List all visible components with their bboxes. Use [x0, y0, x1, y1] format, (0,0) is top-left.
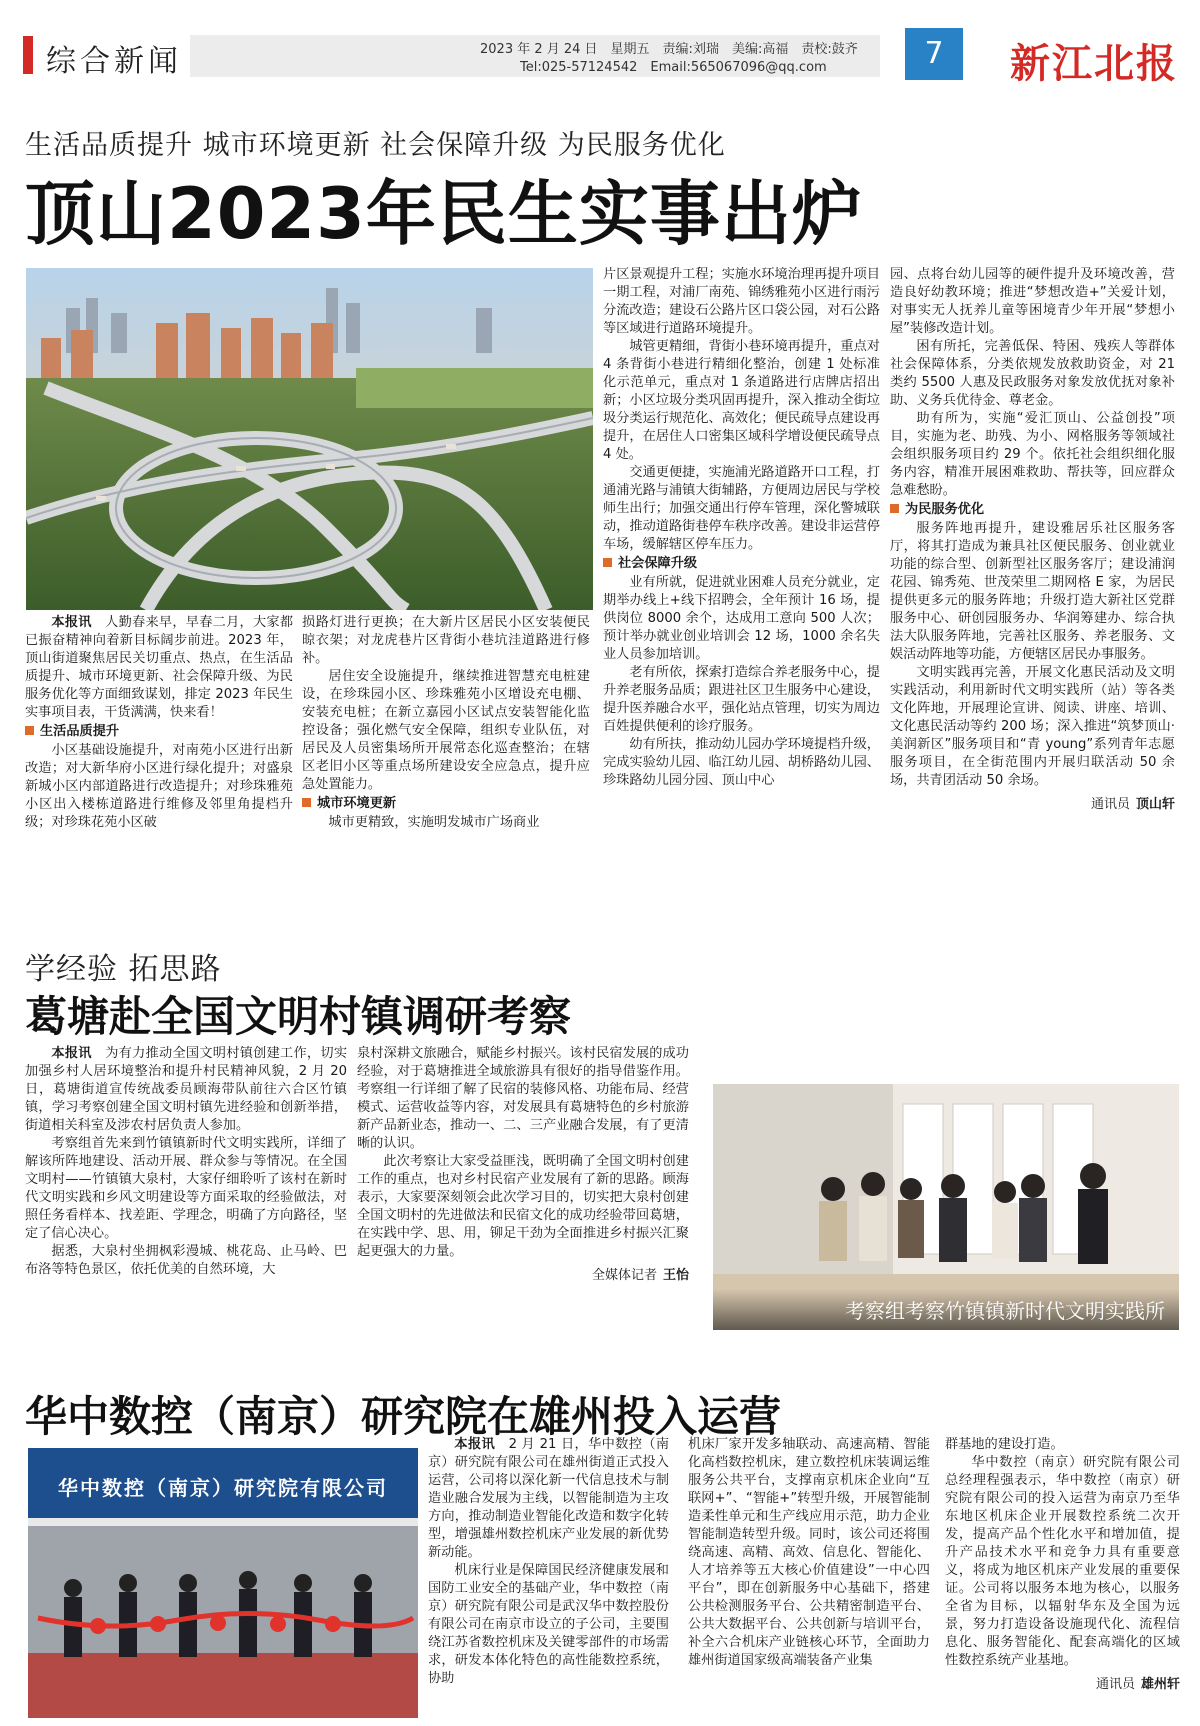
- square-bullet-icon: [603, 558, 612, 567]
- paragraph: 机床厂家开发多轴联动、高速高精、智能化高档数控机床，建立数控机床装调运维服务公共平台，支撑南京机床企业向“互联网+”、“智能+”转型升级，开展智能制造柔性单元和生产线应用示范，助力企业智能制造转型升级。同时，该公司还将围绕高速、高精、高效、信息化、智能化、人才培养等五大核心价值建设”一中心四平台”，即在创新服务中心基础下，搭建公共检测服务平台、公共精密制造平台、公共大数据平台、公共创新与培训平台，补全六合机床产业链核心环节，全面助力雄州街道国家级高端装备产业集: [688, 1437, 930, 1668]
- paragraph: 城市更精致，实施明发城市广场商业: [328, 815, 540, 830]
- paragraph: 城管更精细，背街小巷环境再提升，重点对 4 条背街小巷进行精细化整治，创建 1 处标准化示范单元，重点对 1 条道路进行店牌店招出新；小区垃圾分类巩固再提升，深入推动全街垃圾分类运行规范化、高效化；便民疏导点建设再提升，在居住人口密集区域科学增设便民疏导点 4 处。: [603, 339, 880, 462]
- paragraph: 文明实践再完善，开展文化惠民活动及文明实践活动，利用新时代文明实践所（站）等各类文化阵地，开展理论宣讲、阅读、讲座、培训、文化惠民活动等约 200 场；深入推进“筑梦顶山·美润新区”服务项目和“青 young”系列青年志愿服务项目，在全街范围内开展归联活动 50 余场，共青团活动 50 余场。: [890, 665, 1175, 788]
- contact-line: Tel:025-57124542 Email:565067096@qq.com: [520, 60, 827, 75]
- article1-photo-interchange: [26, 268, 593, 610]
- article3-column-1: 本报讯 2 月 21 日，华中数控（南京）研究院有限公司在雄州街道正式投入运营，公司将以深化新一代信息技术与制造业融合发展为主线，以智能制造为主攻方向，推动制造业智能化改造和数字化转型，增强雄州数控机床产业发展的新优势新动能。 机床行业是保障国民经济健康发展和国防工业安全的基础产业，华中数控（南京）研究院有限公司是武汉华中数控股份有限公司在南京市设立的子公司，主要围绕江苏省数控机床及关键零部件的市场需求，研发本体化特色的高性能数控系统，协助: [428, 1437, 670, 1686]
- article3-photo-ribbon-cutting: [28, 1448, 418, 1718]
- page-number: 7: [905, 28, 963, 80]
- paragraph: 此次考察让大家受益匪浅，既明确了全国文明村创建工作的重点，也对乡村民宿产业发展有了新的思路。顾海表示，大家要深刻领会此次学习目的，切实把大泉村创建全国文明村的先进做法和民宿文化的成功经验带回葛塘，在实践中学、思、用，铆足干劲为全面推进乡村振兴汇聚起更强大的力量。: [357, 1154, 689, 1259]
- paragraph: 园、点将台幼儿园等的硬件提升及环境改善，营造良好幼教环境；推进“梦想改造+”关爱计划，对事实无人抚养儿童等困境青少年开展“梦想小屋”装修改造计划。: [890, 267, 1175, 336]
- section-marker: [23, 36, 33, 74]
- paragraph: 机床行业是保障国民经济健康发展和国防工业安全的基础产业，华中数控（南京）研究院有限公司是武汉华中数控股份有限公司在南京市设立的子公司，主要围绕江苏省数控机床及关键零部件的市场需求，研发本体化特色的高性能数控系统，协助: [428, 1563, 669, 1686]
- article1-column-4: [890, 266, 1175, 814]
- paragraph: 小区基础设施提升，对南苑小区进行出新改造；对大新华府小区进行绿化提升；对盛泉新城小区内部道路进行改造提升；对珍珠雅苑小区出入楼栋道路进行维修及邻里角提档升级；对珍珠花苑小区破: [25, 743, 293, 830]
- article3-byline: 通讯员 雄州轩: [1095, 1677, 1180, 1692]
- lead-text: 人勤春来早，早春二月，大家都已振奋精神向着新目标阔步前进。2023 年，顶山街道聚焦居民关切重点、热点，在生活品质提升、城市环境更新、社会保障升级、为民服务优化等方面细致谋划，排定 2023 年民生实事项目表，干货满满，快来看！: [25, 615, 294, 720]
- paragraph: 片区景观提升工程；实施水环境治理再提升项目一期工程，对浦厂南苑、锦绣雅苑小区进行雨污分流改造；建设石公路片区口袋公园，对石公路等区域进行道路环境提升。: [603, 267, 880, 336]
- lead-tag: 本报讯: [51, 615, 92, 630]
- paragraph: 助有所为，实施“爱汇顶山、公益创投”项目，实施为老、助残、为小、网格服务等领域社会组织服务项目约 29 个。依托社会组织细化服务内容，精准开展困难救助、帮扶等，回应群众急难愁盼。: [890, 411, 1175, 498]
- company-banner-text: 华中数控（南京）研究院有限公司: [58, 1476, 388, 1500]
- paragraph: 泉村深耕文旅融合，赋能乡村振兴。该村民宿发展的成功经验，对于葛塘推进全域旅游具有很好的指导借鉴作用。考察组一行详细了解了民宿的装修风格、功能布局、经营模式、运营收益等内容，对发展具有葛塘特色的乡村旅游新产品新业态，推动一、二、三产业融合发展，有了更清晰的认识。: [357, 1046, 689, 1151]
- article3-column-3: [945, 1436, 1180, 1694]
- article3-column-2: [688, 1436, 930, 1670]
- article3-headline: 华中数控（南京）研究院在雄州投入运营: [25, 1392, 782, 1441]
- square-bullet-icon: [302, 798, 311, 807]
- article2-column-1: 本报讯 为有力推动全国文明村镇创建工作，切实加强乡村人居环境整治和提升村民精神风貌，2 月 20 日，葛塘街道宣传统战委员顾海带队前往六合区竹镇镇，学习考察创建全国文明村镇先进经验和创新举措，街道相关科室及涉农村居负责人参加。 考察组首先来到竹镇镇新时代文明实践所，详细了解该所阵地建设、活动开展、群众参与等情况。在全国文明村——竹镇镇大泉村，大家仔细聆听了该村在新时代文明实践和乡风文明建设等方面采取的经验做法，对照任务看样本、找差距、学理念，明确了方向路径，坚定了信心决心。 据悉，大泉村坐拥枫彩漫城、桃花岛、止马岭、巴布洛等特色景区，依托优美的自然环境，大: [25, 1046, 348, 1277]
- paragraph: 据悉，大泉村坐拥枫彩漫城、桃花岛、止马岭、巴布洛等特色景区，依托优美的自然环境，大: [25, 1244, 347, 1277]
- paragraph: 华中数控（南京）研究院有限公司总经理程强表示，华中数控（南京）研究院有限公司的投入运营为南京乃至华东地区机床企业开展数控系统二次开发，提高产品个性化水平和增加值，提升产品技术水平和竞争力具有重要意义，将成为地区机床产业发展的重要保证。公司将以服务本地为核心，以服务全省为目标，以辐射华东及全国为远景，努力打造设备设施现代化、流程信息化、服务智能化、配套高端化的区域性数控系统产业基地。: [945, 1455, 1180, 1668]
- article2-column-2: [357, 1045, 689, 1285]
- paragraph: 服务阵地再提升，建设雅居乐社区服务客厅，将其打造成为兼具社区便民服务、创业就业功能的综合型、创新型社区服务客厅；建设浦润花园、锦秀苑、世茂荣里二期网格 E 家，为居民提供更多元的服务阵地；升级打造大新社区党群服务中心、研创园服务办、华润筹建办、综合执法大队服务阵地，完善社区服务、养老服务、文娱活动阵地等功能，方便辖区居民办事服务。: [890, 521, 1175, 662]
- subhead-life-quality: 生活品质提升: [25, 723, 293, 741]
- paragraph: 群基地的建设打造。: [945, 1437, 1064, 1452]
- section-title: 综合新闻: [46, 44, 182, 79]
- subhead-service-optimization: 为民服务优化: [890, 501, 1175, 519]
- article2-headline: 葛塘赴全国文明村镇调研考察: [25, 992, 572, 1041]
- article1-kicker: 生活品质提升 城市环境更新 社会保障升级 为民服务优化: [25, 130, 726, 161]
- newspaper-logo: 新江北报: [1010, 40, 1178, 87]
- subhead-city-environment: 城市环境更新: [302, 795, 590, 813]
- paragraph: 居住安全设施提升，继续推进智慧充电桩建设，在珍珠园小区、珍珠雅苑小区增设充电棚、安装充电桩；在新立嘉园小区试点安装智能化监控设备；强化燃气安全保障，组织专业队伍，对居民及人员密集场所开展常态化巡查整治；在辖区老旧小区等重点场所建设安全应急点，提升应急处置能力。: [302, 669, 590, 792]
- article2-photo-inspection: [713, 1084, 1179, 1330]
- paragraph: 损路灯进行更换；在大新片区居民小区安装便民晾衣架；对龙虎巷片区背街小巷坑洼道路进行修补。: [302, 615, 590, 666]
- paragraph: 交通更便捷，实施浦光路道路开口工程，打通浦光路与浦镇大街辅路，方便周边居民与学校师生出行；加强交通出行停车管理，深化警城联动，推动道路街巷停车秩序改善。建设非运营停车场，缓解辖区停车压力。: [603, 465, 880, 552]
- article1-column-1: [25, 614, 293, 832]
- photo-caption: 考察组考察竹镇镇新时代文明实践所: [713, 1289, 1179, 1330]
- subhead-social-security: 社会保障升级: [603, 555, 880, 573]
- article1-column-3: [603, 266, 880, 790]
- article1-byline: 通讯员 顶山轩: [1090, 797, 1175, 812]
- article1-column-2: [302, 614, 590, 832]
- paragraph: 困有所托，完善低保、特困、残疾人等群体社会保障体系，分类依规发放救助资金，对 21 类约 5500 人惠及民政服务对象发放优抚对象补助、义务兵优待金、尊老金。: [890, 339, 1175, 408]
- highway-interchange-illustration: [26, 268, 593, 610]
- square-bullet-icon: [890, 504, 899, 513]
- paragraph: 幼有所扶，推动幼儿园办学环境提档升级，完成实验幼儿园、临江幼儿园、胡桥路幼儿园、珍珠路幼儿园分园、顶山中心: [603, 737, 880, 788]
- article1-headline: 顶山2023年民生实事出炉: [25, 173, 863, 255]
- paragraph: 考察组首先来到竹镇镇新时代文明实践所，详细了解该所阵地建设、活动开展、群众参与等情况。在全国文明村——竹镇镇大泉村，大家仔细聆听了该村在新时代文明实践和乡风文明建设等方面采取的经验做法，对照任务看样本、找差距、学理念，明确了方向路径，坚定了信心决心。: [25, 1136, 347, 1241]
- paragraph: 业有所就，促进就业困难人员充分就业，定期举办线上+线下招聘会，全年预计 16 场，提供岗位 8000 余个，达成用工意向 500 人次；预计举办就业创业培训会 12 场，1000 余名失业人员参加培训。: [603, 575, 880, 662]
- header-info-bar: [190, 35, 880, 77]
- article2-kicker: 学经验 拓思路: [25, 952, 222, 987]
- date-editors-line: 2023 年 2 月 24 日 星期五 责编:刘瑞 美编:高福 责校:鼓齐: [480, 42, 858, 57]
- article2-byline: 全媒体记者 王怡: [591, 1268, 689, 1283]
- paragraph: 老有所依，探索打造综合养老服务中心，提升养老服务品质；跟进社区卫生服务中心建设，提升医养融合水平，强化站点管理，切实为周边百姓提供便利的诊疗服务。: [603, 665, 880, 734]
- square-bullet-icon: [25, 726, 34, 735]
